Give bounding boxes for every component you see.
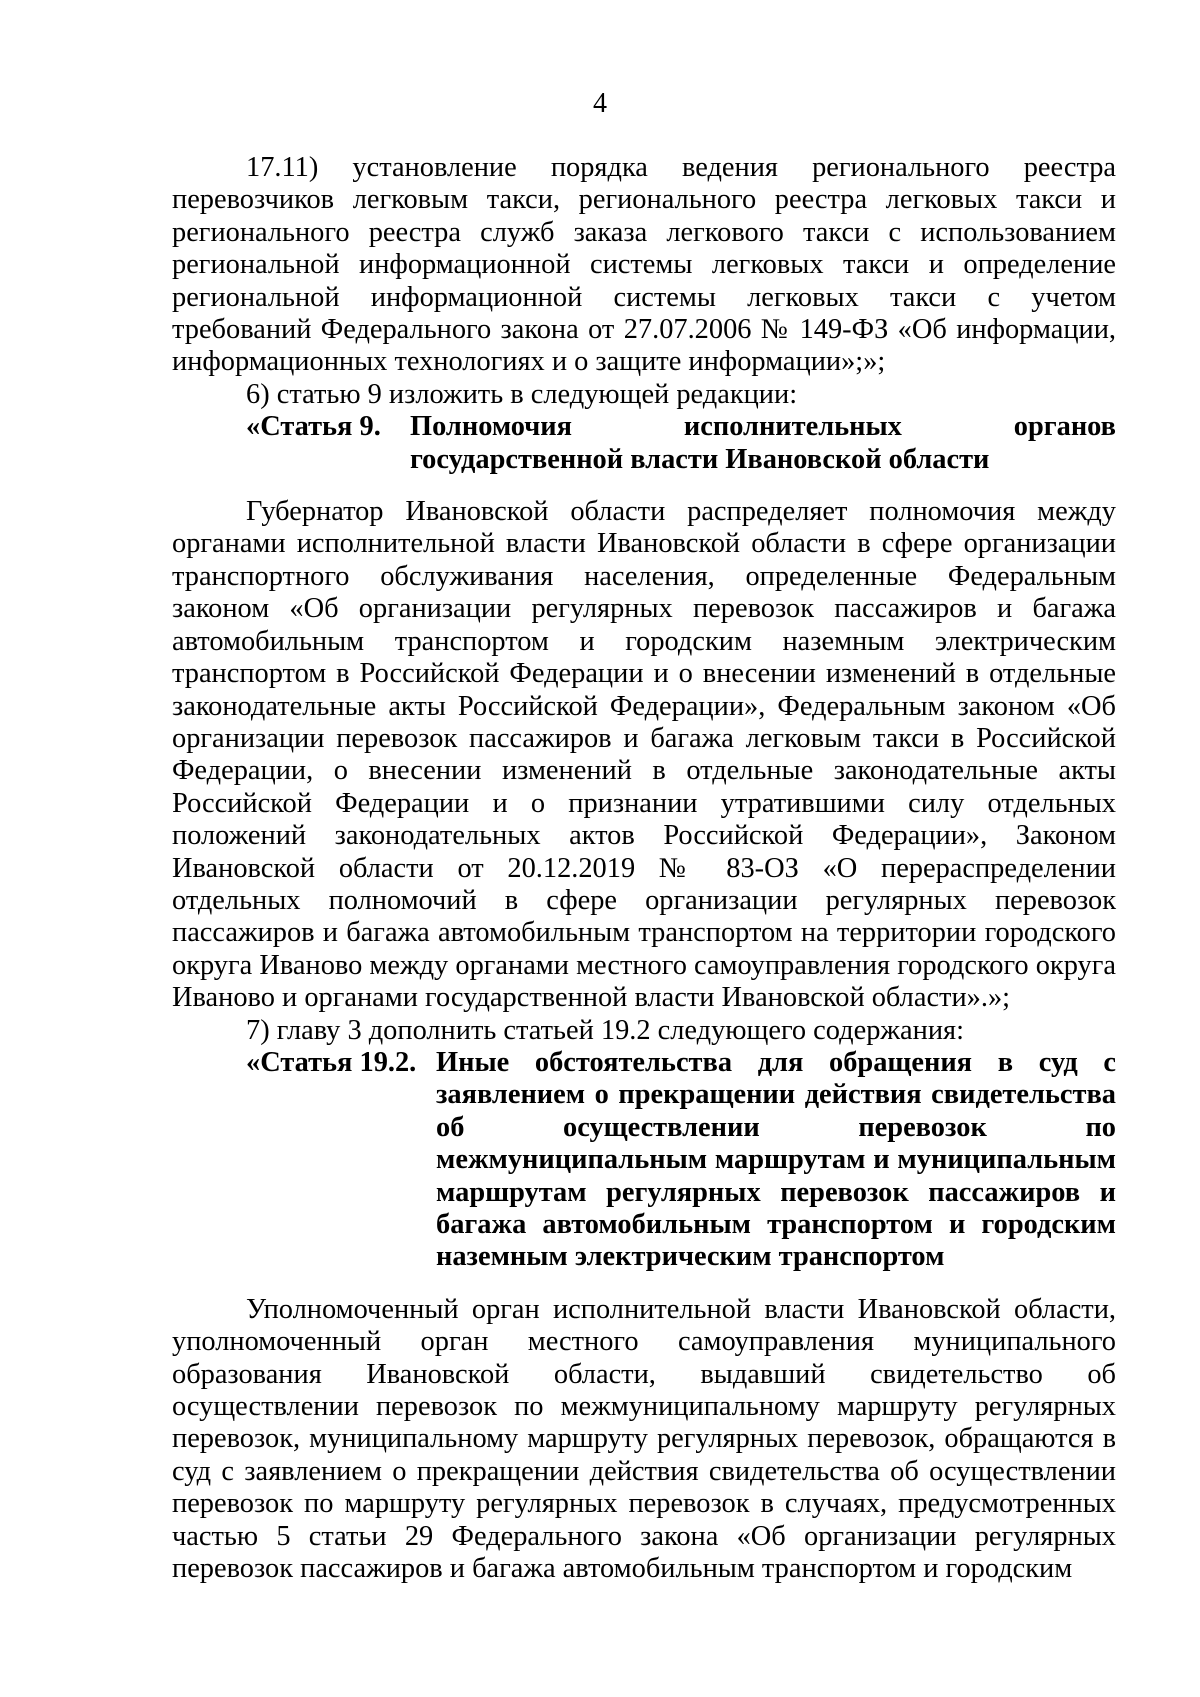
document-body bbox=[172, 152, 1116, 1585]
article-9-label: «Статья 9. bbox=[246, 411, 381, 443]
article-9-heading bbox=[172, 411, 1116, 476]
article-19-2-heading bbox=[172, 1047, 1116, 1274]
article-19-2-label: «Статья 19.2. bbox=[246, 1046, 417, 1078]
paragraph-item-7: 7) главу 3 дополнить статьей 19.2 следующего содержания: bbox=[246, 1014, 964, 1046]
page-number: 4 bbox=[593, 88, 607, 119]
article-19-2-title: Иные обстоятельства для обращения в суд с заявлением о прекращении действия свидетельства об осуществлении перевозок по межмуниципальным маршрутам и муниципальным маршрутам регулярных перевозок пассажиров и багажа автомобильным транспортом и городским наземным электрическим транспортом bbox=[436, 1046, 1116, 1273]
article-9-title: Полномочия исполнительных органов государственной власти Ивановской области bbox=[410, 411, 1116, 475]
spacer bbox=[172, 1274, 1116, 1294]
paragraph-17-11: 17.11) установление порядка ведения регионального реестра перевозчиков легковым такси, регионального реестра легковых такси и регионального реестра служб заказа легкового такси с использованием региональной информационной системы легковых такси и определение региональной информационной системы легковых такси с учетом требований Федерального закона от 27.07.2006 № 149-ФЗ «Об информации, информационных технологиях и о защите информации»;»; bbox=[172, 152, 1116, 378]
paragraph-governor: Губернатор Ивановской области распределяет полномочия между органами исполнительной власти Ивановской области в сфере организации транспортного обслуживания населения, определенные Федеральным законом «Об организации регулярных перевозок пассажиров и багажа автомобильным транспортом и городским наземным электрическим транспортом в Российской Федерации и о внесении изменений в отдельные законодательные акты Российской Федерации», Федеральным законом «Об организации перевозок пассажиров и багажа легковым такси в Российской Федерации, о внесении изменений в отдельные законодательные акты Российской Федерации и о признании утратившими силу отдельных положений законодательных актов Российской Федерации», Законом Ивановской области от 20.12.2019 № 83-ОЗ «О перераспределении отдельных полномочий в сфере организации регулярных перевозок пассажиров и багажа автомобильным транспортом на территории городского округа Иваново между органами местного самоуправления городского округа Иваново и органами государственной власти Ивановской области».»; bbox=[172, 496, 1116, 1014]
paragraph-item-6: 6) статью 9 изложить в следующей редакции: bbox=[246, 378, 798, 410]
paragraph-authorized-body: Уполномоченный орган исполнительной власти Ивановской области, уполномоченный орган местного самоуправления муниципального образования Ивановской области, выдавший свидетельство об осуществлении перевозок по межмуниципальному маршруту регулярных перевозок, муниципальному маршруту регулярных перевозок, обращаются в суд с заявлением о прекращении действия свидетельства об осуществлении перевозок по маршруту регулярных перевозок в случаях, предусмотренных частью 5 статьи 29 Федерального закона «Об организации регулярных перевозок пассажиров и багажа автомобильным транспортом и городским bbox=[172, 1293, 1116, 1585]
spacer bbox=[172, 476, 1116, 496]
